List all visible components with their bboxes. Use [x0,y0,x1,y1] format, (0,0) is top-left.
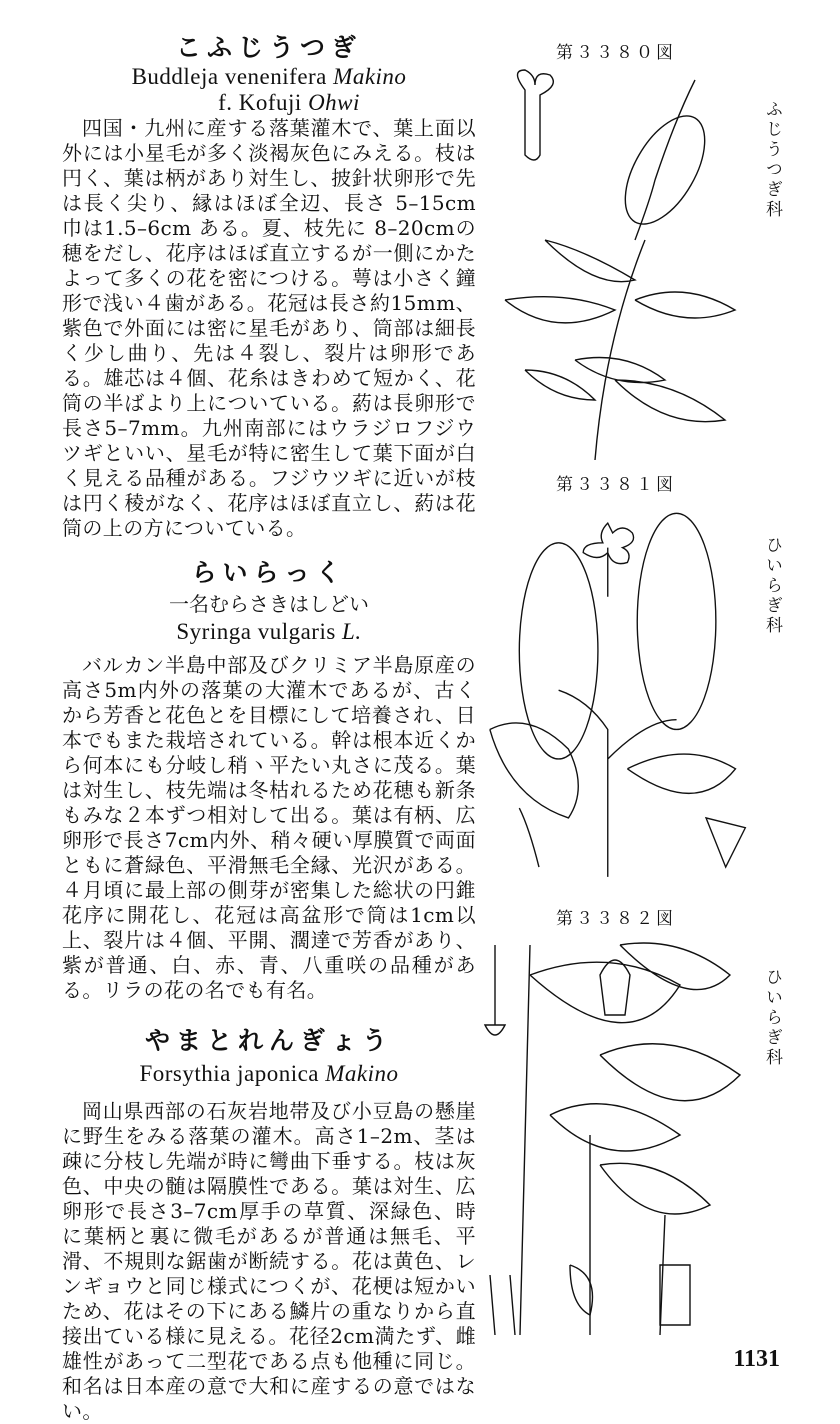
lilac-illustration [480,500,765,900]
genus-species: Buddleja venenifera [131,64,327,89]
entry-body: 岡山県西部の石灰岩地帯及び小豆島の懸崖に野生をみる落葉の灌木。高さ1–2m、茎は疎に分枝し先端が時に彎曲下垂する。枝は灰色、中央の髄は隔膜性である。葉は対生、広卵形で長さ3–7cm厚手の草質、深緑色、時に葉柄と裏に微毛があるが普通は無毛、平滑、不規則な鋸歯が断続する。花は黄色、レンギョウと同じ様式につくが、花梗は短かいため、花はその下にある鱗片の重なりから直接出ている様に見える。花径2cm満たず、雌雄性があって二型花である点も他種に同じ。和名は日本産の意で大和に産するの意ではない。 [62,1099,476,1423]
figure-number: 第３３８１図 [556,475,676,495]
entry-kofujiutsugi [62,32,476,541]
form-name: f. Kofuji [218,90,302,115]
family-name: ひいらぎ科 [762,968,782,1068]
entry-body: バルカン半島中部及びクリミア半島原産の高さ5m内外の落葉の大灌木であるが、古くから芳香と花色とを目標にして培養され、日本でもまた栽培されている。幹は根本近くから何本にも分岐し稍ヽ平たい丸さに茂る。葉は対生し、枝先端は冬枯れるため花穂も新条もみな２本ずつ相対して出る。葉は有柄、広卵形で長さ7cm内外、稍々硬い厚膜質で両面ともに蒼緑色、平滑無毛全縁、光沢がある。４月頃に最上部の側芽が密集した総状の円錐花序に開花し、花冠は高盆形で筒は1cm以上、裂片は４個、平開、濶達で芳香があり、紫が普通、白、赤、青、八重咲の品種がある。リラの花の名でも有名。 [62,653,476,1002]
entry-title: こふじうつぎ [175,33,362,62]
entry-title: やまとれんぎょう [144,1026,393,1055]
genus-species: Syringa vulgaris [176,619,336,644]
figure-number: 第３３８２図 [556,909,676,929]
scientific-name [62,64,476,90]
figure-number: 第３３８０図 [556,43,676,63]
family-name: ひいらぎ科 [762,536,782,636]
author: Makino [333,64,407,89]
page-number: 1131 [733,1346,780,1372]
family-name: ふじうつぎ科 [762,100,782,220]
scientific-name [62,619,476,645]
entry-body: 四国・九州に産する落葉灌木で、葉上面以外には小星毛が多く淡褐灰色にみえる。枝は円く、葉は柄があり対生し、披針状卵形で先は長く尖り、縁はほぼ全辺、長さ 5–15cm 巾は1.5–6cm ある。夏、枝先に 8–20cmの穂をだし、花序はほぼ直立するが一側にかたよって多くの花を密につける。萼は小さく鐘形で浅い４歯がある。花冠は長さ約15mm、紫色で外面には密に星毛があり、筒部は細長く少し曲り、先は４裂し、裂片は卵形である。雄芯は４個、花糸はきわめて短かく、花筒の半ばより上についている。葯は長卵形で長さ5–7mm。九州南部にはウラジロフジウツギといい、星毛が特に密生して葉下面が白く見える品種がある。フジウツギに近いが枝は円く稜がなく、花序はほぼ直立し、葯は花筒の上の方についている。 [62,116,476,540]
forsythia-illustration [480,935,770,1345]
author: Makino [325,1061,399,1086]
scientific-name-form [62,90,476,116]
scientific-name [62,1061,476,1087]
entry-title: らいらっく [191,558,347,587]
alternate-name: 一名むらさきはしどい [169,592,369,616]
buddleja-illustration [485,60,755,460]
entry-lilac [62,557,476,1003]
entry-yamatorengyo [62,1025,476,1424]
author: L. [342,619,362,644]
genus-species: Forsythia japonica [139,1061,320,1086]
text-column [62,32,476,1424]
author: Ohwi [308,90,360,115]
